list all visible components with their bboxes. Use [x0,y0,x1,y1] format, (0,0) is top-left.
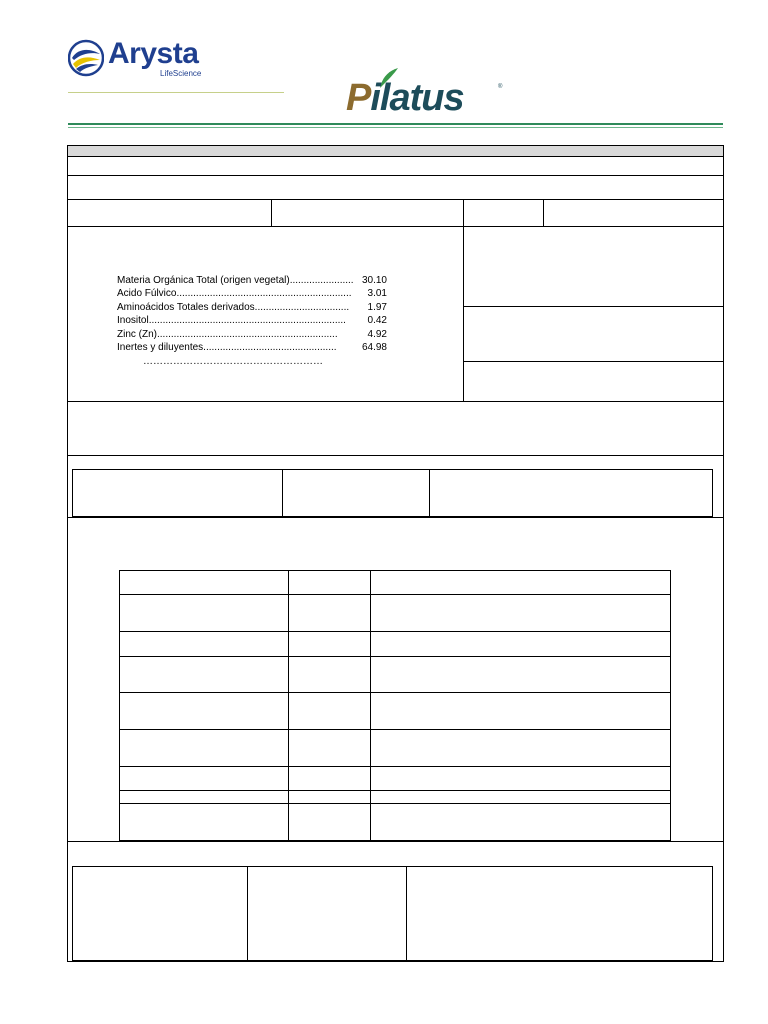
composition-dots: ....................................................................... [148,315,346,327]
table-row-line [119,631,671,632]
table-row-line [119,766,671,767]
form-row-line [67,175,724,176]
header-rule-thin [68,127,723,128]
cell-divider [463,361,724,362]
form-row-line [67,226,724,227]
composition-dots: ....................... [289,275,354,286]
form-header-band [68,146,723,157]
footer-box [72,866,713,961]
composition-label: Materia Orgánica Total (origen vegetal) [117,275,290,286]
composition-row [117,314,387,327]
table-row-line [119,729,671,730]
dosage-table [119,570,671,841]
composition-trailing-dots: ……………………………………………… [143,356,323,367]
logo-underline [68,92,284,93]
composition-row [117,287,387,300]
table-row-line [119,594,671,595]
table-row-line [119,803,671,804]
product-name [346,76,464,120]
composition-value: 0.42 [367,315,387,327]
composition-value: 3.01 [367,288,387,300]
composition-label: Inositol [117,315,149,327]
table-row-line [119,656,671,657]
cell-divider [282,469,283,517]
form-row-line [67,841,724,842]
company-name: Arysta [108,37,199,70]
arysta-swirl-icon [68,38,104,78]
form-row-line [67,199,724,200]
cell-divider [247,866,248,961]
composition-dots: ............................................................... [176,288,352,300]
composition-value: 1.97 [367,301,387,313]
table-column-divider [370,570,371,841]
composition-label: Acido Fúlvico [117,288,177,300]
composition-row [117,328,387,341]
cell-divider [463,306,724,307]
composition-dots: ................................................ [203,342,337,354]
composition-value: 64.98 [361,342,387,354]
cell-divider [463,226,464,401]
composition-dots: ................................................................. [157,328,338,340]
composition-row [117,341,387,354]
info-box [72,469,713,517]
composition-label: Aminoácidos Totales derivados [117,301,255,313]
product-name-initial: P [346,77,371,119]
registered-mark: ® [498,84,503,90]
composition-label: Inertes y diluyentes [117,342,204,354]
composition-row [117,301,387,314]
composition-list [117,274,387,354]
product-name-rest: ilatus [370,77,464,119]
form-row-line [67,455,724,456]
table-column-divider [288,570,289,841]
product-logo [346,66,516,122]
composition-label: Zinc (Zn) [117,328,157,340]
table-row-line [119,692,671,693]
cell-divider [463,199,464,226]
composition-row [117,274,387,287]
composition-dots: .................................. [254,301,350,313]
company-logo [66,36,206,82]
cell-divider [406,866,407,961]
cell-divider [271,199,272,226]
composition-value: 4.92 [367,328,387,340]
form-row-line [67,517,724,518]
header-rule [68,123,723,125]
cell-divider [543,199,544,226]
company-subtitle: LifeScience [160,69,202,78]
composition-value: 30.10 [361,275,387,286]
table-row-line [119,790,671,791]
cell-divider [429,469,430,517]
form-row-line [67,401,724,402]
